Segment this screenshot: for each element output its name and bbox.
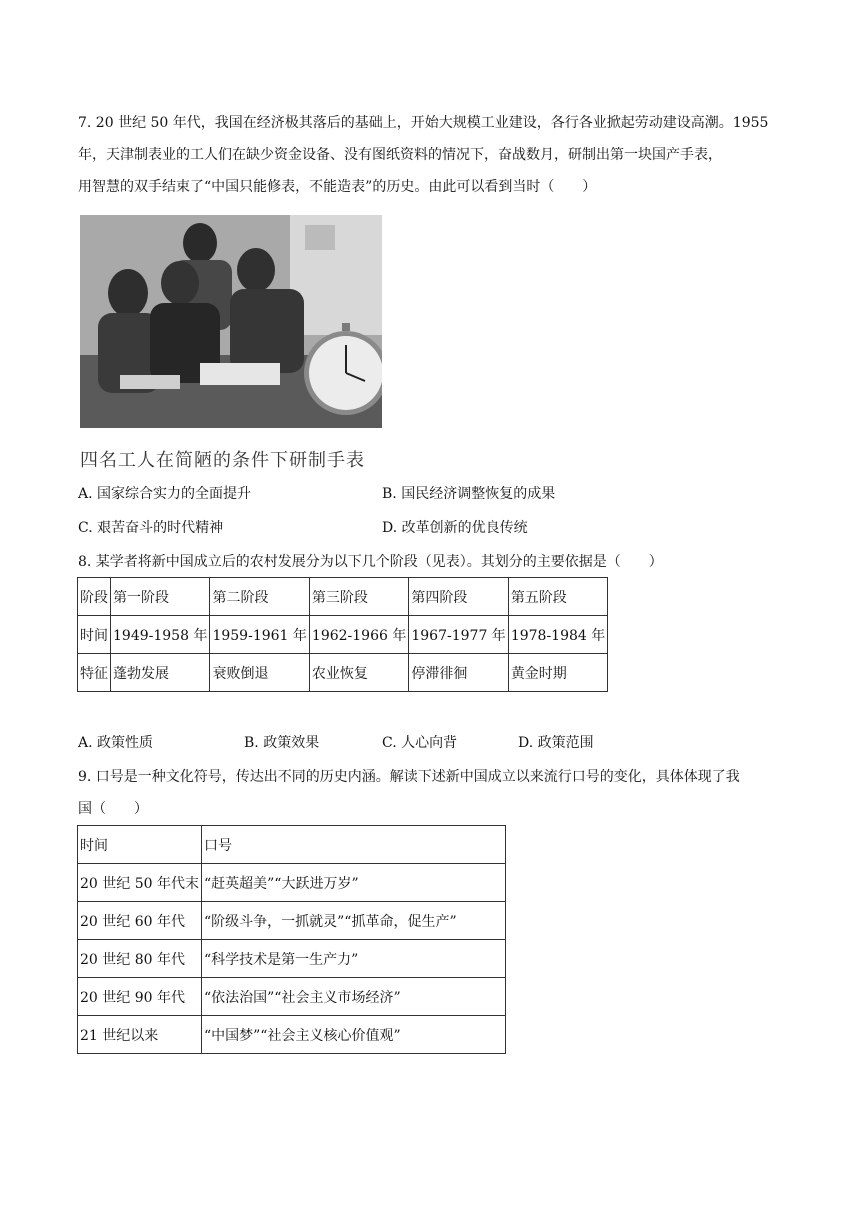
- table-cell: 20 世纪 80 年代: [78, 940, 202, 978]
- q8-option-d[interactable]: D. 政策范围: [518, 735, 594, 751]
- q7-option-b[interactable]: B. 国民经济调整恢复的成果: [382, 486, 556, 502]
- table-row: [78, 616, 608, 654]
- table-cell: 黄金时期: [508, 654, 607, 692]
- table-cell: 蓬勃发展: [111, 654, 210, 692]
- table-row: [78, 902, 506, 940]
- table-cell: 特征: [78, 654, 111, 692]
- question-8-stem: 8. 某学者将新中国成立后的农村发展分为以下几个阶段（见表）。其划分的主要依据是（ ）: [78, 554, 663, 570]
- table-cell: 时间: [78, 616, 111, 654]
- table-cell: 时间: [78, 826, 202, 864]
- table-cell: 第二阶段: [210, 578, 309, 616]
- table-cell: 第五阶段: [508, 578, 607, 616]
- q8-stage-table: [77, 577, 608, 692]
- question-9-line-1: 9. 口号是一种文化符号，传达出不同的历史内涵。解读下述新中国成立以来流行口号的变化，具体体现了我: [78, 769, 740, 785]
- q8-option-a[interactable]: A. 政策性质: [78, 735, 154, 751]
- workers-photo-illustration: [80, 215, 382, 428]
- q8-option-c[interactable]: C. 人心向背: [382, 735, 458, 751]
- question-7-line-2: 年，天津制表业的工人们在缺少资金设备、没有图纸资料的情况下，奋战数月，研制出第一块国产手表，: [78, 147, 722, 163]
- table-cell: 口号: [201, 826, 505, 864]
- table-cell: 20 世纪 60 年代: [78, 902, 202, 940]
- question-9-line-2: 国（ ）: [78, 801, 148, 817]
- table-cell: 1967-1977 年: [409, 616, 508, 654]
- table-cell: 第三阶段: [309, 578, 408, 616]
- table-row: [78, 578, 608, 616]
- table-cell: 阶段: [78, 578, 111, 616]
- table-cell: “赶英超美”“大跃进万岁”: [201, 864, 505, 902]
- table-cell: 1978-1984 年: [508, 616, 607, 654]
- q7-option-a[interactable]: A. 国家综合实力的全面提升: [78, 486, 252, 502]
- photo-caption: 四名工人在简陋的条件下研制手表: [80, 450, 365, 471]
- table-cell: 20 世纪 90 年代: [78, 978, 202, 1016]
- q7-option-c[interactable]: C. 艰苦奋斗的时代精神: [78, 520, 224, 536]
- table-row: [78, 864, 506, 902]
- question-9-text: [78, 761, 788, 825]
- table-cell: 第四阶段: [409, 578, 508, 616]
- table-cell: 农业恢复: [309, 654, 408, 692]
- table-cell: 21 世纪以来: [78, 1016, 202, 1054]
- table-row: [78, 826, 506, 864]
- workers-photo: [80, 215, 382, 428]
- table-row: [78, 940, 506, 978]
- q8-option-b[interactable]: B. 政策效果: [244, 735, 320, 751]
- question-7-line-1: 7. 20 世纪 50 年代，我国在经济极其落后的基础上，开始大规模工业建设，各行各业掀起劳动建设高潮。1955: [78, 115, 769, 131]
- q9-slogan-table: [77, 825, 506, 1054]
- table-cell: “中国梦”“社会主义核心价值观”: [201, 1016, 505, 1054]
- question-7-text: [78, 107, 788, 203]
- table-cell: 1962-1966 年: [309, 616, 408, 654]
- table-cell: 第一阶段: [111, 578, 210, 616]
- table-cell: 停滞徘徊: [409, 654, 508, 692]
- table-cell: 衰败倒退: [210, 654, 309, 692]
- table-cell: “依法治国”“社会主义市场经济”: [201, 978, 505, 1016]
- table-row: [78, 654, 608, 692]
- table-row: [78, 1016, 506, 1054]
- table-cell: “科学技术是第一生产力”: [201, 940, 505, 978]
- question-7-line-3: 用智慧的双手结束了“中国只能修表，不能造表”的历史。由此可以看到当时（ ）: [78, 179, 597, 195]
- table-cell: 1949-1958 年: [111, 616, 210, 654]
- table-row: [78, 978, 506, 1016]
- table-cell: “阶级斗争，一抓就灵”“抓革命，促生产”: [201, 902, 505, 940]
- table-cell: 1959-1961 年: [210, 616, 309, 654]
- q7-option-d[interactable]: D. 改革创新的优良传统: [382, 520, 528, 536]
- table-cell: 20 世纪 50 年代末: [78, 864, 202, 902]
